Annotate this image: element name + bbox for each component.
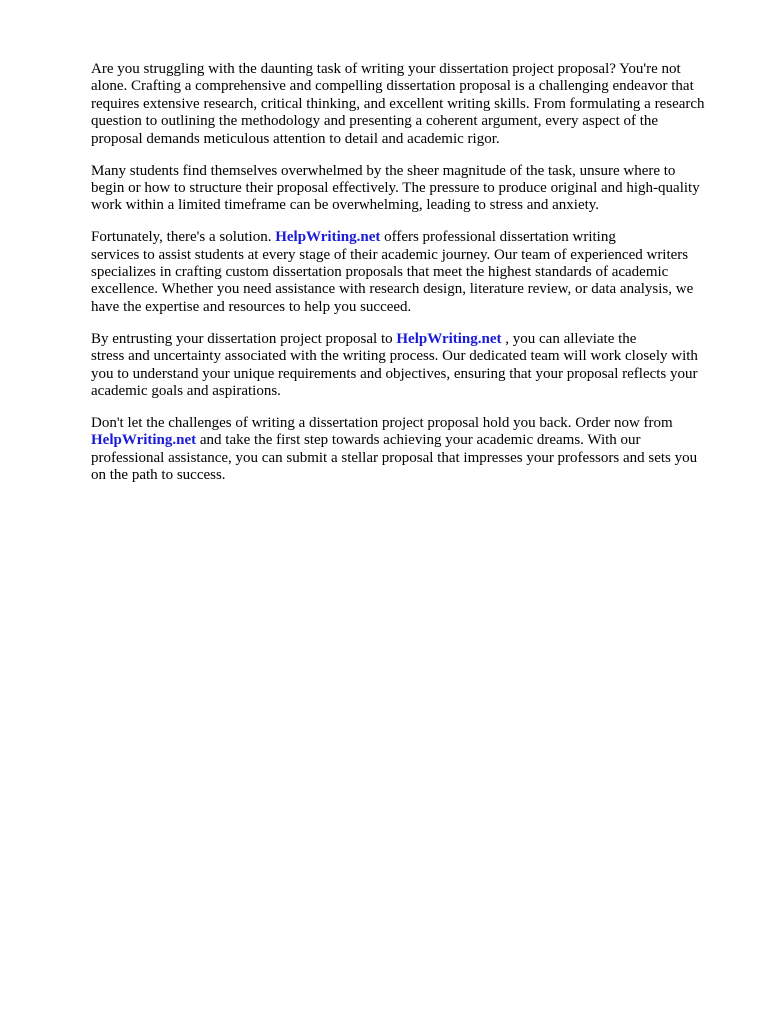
paragraph-solution-text-before: Fortunately, there's a solution. (91, 229, 276, 246)
paragraph-solution-text-after: offers professional dissertation writing services to assist students at every stage of their academic journey. Our team of experienced writers specializes in crafting custom dissertation proposals that meet the highest standards of academic excellence. Whether you need assistance with research design, literature review, or data analysis, we have the expertise and resources to help you succeed. (91, 229, 694, 315)
helpwriting-link[interactable]: HelpWriting.net (91, 432, 197, 449)
helpwriting-link[interactable]: HelpWriting.net (275, 229, 381, 246)
paragraph-entrusting-text-after: , you can alleviate the stress and uncertainty associated with the writing process. Our dedicated team will work closely with you to understand your unique requirements and objectives, ensuring that your proposal reflects your academic goals and aspirations. (91, 330, 698, 399)
document-page (91, 61, 731, 499)
helpwriting-link[interactable]: HelpWriting.net (396, 330, 502, 347)
paragraph-overwhelmed: Many students find themselves overwhelmed by the sheer magnitude of the task, unsure where to begin or how to structure their proposal effectively. The pressure to produce original and high-quality work within a limited timeframe can be overwhelming, leading to stress and anxiety. (91, 162, 700, 214)
paragraph-order-now-text-after: and take the first step towards achieving your academic dreams. With our professional assistance, you can submit a stellar proposal that impresses your professors and sets you on the path to success. (91, 432, 698, 484)
paragraph-solution (91, 229, 731, 316)
paragraph-order-now (91, 415, 731, 485)
paragraph-order-now-text-before: Don't let the challenges of writing a dissertation project proposal hold you back. Order now from (91, 414, 673, 431)
paragraph-entrusting-text-before: By entrusting your dissertation project proposal to (91, 330, 397, 347)
paragraph-intro: Are you struggling with the daunting task of writing your dissertation project proposal? You're not alone. Crafting a comprehensive and compelling dissertation proposal is a challenging endeavor that requires extensive research, critical thinking, and excellent writing skills. From formulating a research question to outlining the methodology and presenting a coherent argument, every aspect of the proposal demands meticulous attention to detail and academic rigor. (91, 61, 705, 147)
paragraph-entrusting (91, 331, 731, 401)
